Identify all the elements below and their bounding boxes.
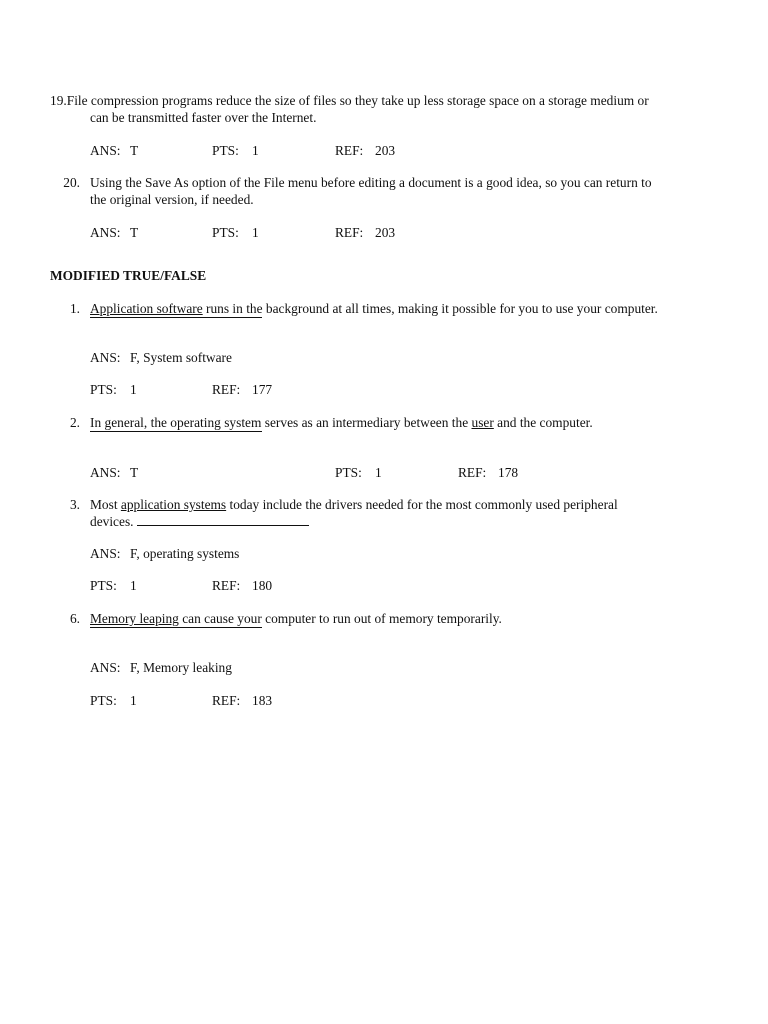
question-19 (50, 93, 649, 110)
answer-ans (90, 143, 138, 160)
answer-ref (335, 225, 395, 242)
ref-value: 177 (252, 382, 273, 397)
question-text: runs in the background at all times, making it possible for you to use your computer. (202, 301, 658, 316)
ref-label: REF: (212, 382, 241, 397)
question-number: 19. (50, 93, 67, 108)
answer-pts (90, 693, 137, 710)
question-number: 20. (63, 175, 80, 190)
answer-ref (335, 143, 395, 160)
question-text: can cause your computer to run out of memory temporarily. (178, 611, 502, 626)
pts-value: 1 (375, 465, 382, 480)
question-text-line2: the original version, if needed. (90, 192, 254, 207)
answer-ans (90, 660, 232, 677)
ref-label: REF: (335, 225, 364, 240)
ref-value: 203 (375, 143, 396, 158)
underlined-term: user (471, 415, 494, 430)
ans-label: ANS: (90, 143, 121, 158)
ref-value: 183 (252, 693, 273, 708)
ans-label: ANS: (90, 350, 121, 365)
ans-label: ANS: (90, 546, 121, 561)
pts-value: 1 (252, 143, 259, 158)
pts-value: 1 (252, 225, 259, 240)
ans-value: F, operating systems (130, 546, 240, 561)
pts-label: PTS: (335, 465, 362, 480)
answer-ref (212, 382, 272, 399)
answer-blank (90, 626, 262, 628)
answer-blank (90, 316, 262, 318)
question-text-line1: Using the Save As option of the File menu before editing a document is a good idea, so you can return to (90, 175, 652, 190)
underlined-term: Memory leaping (90, 611, 179, 626)
ans-value: T (130, 465, 139, 480)
answer-pts (212, 143, 259, 160)
answer-ref (212, 578, 272, 595)
answer-ans (90, 225, 138, 242)
answer-ref (458, 465, 518, 482)
ans-value: T (130, 225, 139, 240)
question-text-line2: can be transmitted faster over the Internet. (90, 110, 317, 125)
pts-label: PTS: (212, 225, 239, 240)
answer-pts (90, 578, 137, 595)
ans-label: ANS: (90, 660, 121, 675)
question-text-line1 (90, 497, 618, 514)
answer-ans (90, 546, 239, 563)
answer-pts (90, 382, 137, 399)
answer-pts (335, 465, 382, 482)
question-number: 1. (69, 301, 80, 316)
ref-label: REF: (458, 465, 487, 480)
ans-value: F, System software (130, 350, 232, 365)
question-number: 6. (69, 611, 80, 626)
pts-label: PTS: (90, 578, 117, 593)
question-text: Most (90, 497, 121, 512)
pts-label: PTS: (90, 382, 117, 397)
pts-value: 1 (130, 578, 137, 593)
question-text-line2 (90, 514, 309, 531)
ref-label: REF: (335, 143, 364, 158)
underlined-term: Application software (90, 301, 203, 316)
ans-label: ANS: (90, 225, 121, 240)
ans-value: T (130, 143, 139, 158)
question-text: devices. (90, 514, 134, 529)
pts-label: PTS: (212, 143, 239, 158)
ref-label: REF: (212, 578, 241, 593)
answer-ans (90, 350, 232, 367)
pts-label: PTS: (90, 693, 117, 708)
ref-value: 178 (498, 465, 519, 480)
question-text: and the computer. (493, 415, 593, 430)
question-text: today include the drivers needed for the most commonly used peripheral (226, 497, 618, 512)
ref-label: REF: (212, 693, 241, 708)
question-number: 3. (69, 497, 80, 512)
ans-value: F, Memory leaking (130, 660, 232, 675)
underlined-term: application systems (120, 497, 227, 512)
pts-value: 1 (130, 693, 137, 708)
answer-blank (137, 524, 309, 526)
pts-value: 1 (130, 382, 137, 397)
question-text: In general, the operating system serves as an intermediary between the (90, 415, 472, 430)
section-heading: MODIFIED TRUE/FALSE (50, 268, 207, 283)
ref-value: 180 (252, 578, 273, 593)
question-number: 2. (69, 415, 80, 430)
ref-value: 203 (375, 225, 396, 240)
answer-pts (212, 225, 259, 242)
question-text-line1: File compression programs reduce the size of files so they take up less storage space on a storage medium or (66, 93, 649, 108)
answer-ref (212, 693, 272, 710)
answer-ans (90, 465, 138, 482)
ans-label: ANS: (90, 465, 121, 480)
answer-blank (90, 430, 262, 432)
